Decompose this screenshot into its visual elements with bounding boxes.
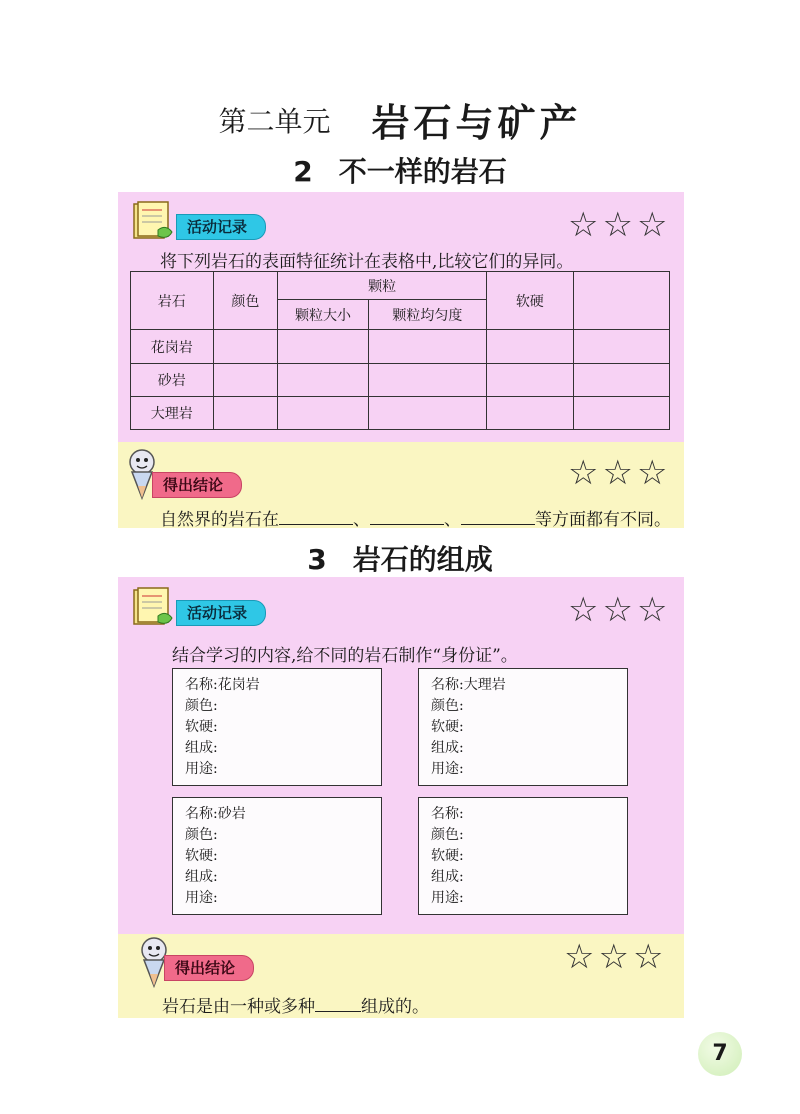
table-cell[interactable]	[368, 364, 486, 397]
conclusion-prefix: 自然界的岩石在	[160, 510, 279, 530]
card-composition: 组成:	[185, 740, 218, 756]
rock-features-table	[130, 271, 670, 430]
conclusion-prefix: 岩石是由一种或多种	[162, 997, 315, 1017]
answer-blank[interactable]	[461, 508, 535, 525]
card-name: 名称:	[431, 806, 464, 822]
separator: 、	[444, 510, 461, 530]
table-row	[131, 397, 670, 430]
unit-topic: 岩石与矿产	[371, 101, 582, 145]
table-header-grain: 颗粒	[278, 272, 487, 300]
lesson-3-title	[0, 538, 800, 578]
notebook-mascot-icon	[128, 200, 176, 242]
table-cell[interactable]	[278, 330, 369, 364]
table-cell[interactable]	[213, 397, 278, 430]
answer-blank[interactable]	[315, 995, 361, 1012]
unit-heading	[0, 92, 800, 147]
rating-stars[interactable]: ☆☆☆	[568, 590, 672, 630]
table-header-extra	[573, 272, 669, 330]
rock-id-card[interactable]	[172, 797, 382, 915]
lesson-3-instruction: 结合学习的内容,给不同的岩石制作“身份证”。	[172, 646, 518, 666]
table-row-label: 大理岩	[131, 397, 214, 430]
card-hardness: 软硬:	[185, 848, 218, 864]
answer-blank[interactable]	[279, 508, 353, 525]
lesson-2-title	[0, 150, 800, 190]
table-row-label: 花岗岩	[131, 330, 214, 364]
rating-stars[interactable]: ☆☆☆	[568, 205, 672, 245]
rating-stars[interactable]: ☆☆☆	[568, 453, 672, 493]
page-number: 7	[698, 1032, 742, 1076]
card-color: 颜色:	[185, 827, 218, 843]
table-cell[interactable]	[213, 364, 278, 397]
card-composition: 组成:	[185, 869, 218, 885]
card-color: 颜色:	[431, 698, 464, 714]
table-row-label: 砂岩	[131, 364, 214, 397]
conclusion-suffix: 组成的。	[361, 997, 429, 1017]
card-hardness: 软硬:	[185, 719, 218, 735]
table-cell[interactable]	[278, 364, 369, 397]
table-cell[interactable]	[573, 397, 669, 430]
card-color: 颜色:	[431, 827, 464, 843]
card-use: 用途:	[185, 890, 218, 906]
card-use: 用途:	[431, 890, 464, 906]
card-hardness: 软硬:	[431, 848, 464, 864]
lesson-2-instruction: 将下列岩石的表面特征统计在表格中,比较它们的异同。	[160, 252, 574, 272]
lesson-3-number: 3	[307, 543, 327, 576]
rock-id-card[interactable]	[172, 668, 382, 786]
lesson-3-conclusion-text	[162, 992, 429, 1017]
activity-record-tag: 活动记录	[176, 214, 266, 240]
table-cell[interactable]	[278, 397, 369, 430]
table-cell[interactable]	[573, 364, 669, 397]
rock-id-card[interactable]	[418, 797, 628, 915]
table-row	[131, 364, 670, 397]
table-row	[131, 330, 670, 364]
activity-record-tag: 活动记录	[176, 600, 266, 626]
card-composition: 组成:	[431, 869, 464, 885]
card-color: 颜色:	[185, 698, 218, 714]
table-header-rock: 岩石	[131, 272, 214, 330]
conclusion-tag: 得出结论	[152, 472, 242, 498]
table-cell[interactable]	[487, 330, 574, 364]
table-header-grain-uniformity: 颗粒均匀度	[368, 300, 486, 330]
table-cell[interactable]	[573, 330, 669, 364]
conclusion-tag: 得出结论	[164, 955, 254, 981]
card-name: 名称:大理岩	[431, 677, 506, 693]
lesson-2-conclusion-text	[160, 505, 671, 530]
lesson-2-number: 2	[293, 155, 313, 188]
answer-blank[interactable]	[370, 508, 444, 525]
unit-label: 第二单元	[218, 104, 331, 138]
table-cell[interactable]	[368, 397, 486, 430]
table-cell[interactable]	[487, 364, 574, 397]
lesson-3-title-text: 岩石的组成	[352, 543, 493, 576]
table-cell[interactable]	[368, 330, 486, 364]
lesson-2-title-text: 不一样的岩石	[338, 155, 507, 188]
card-name: 名称:花岗岩	[185, 677, 260, 693]
card-use: 用途:	[431, 761, 464, 777]
card-use: 用途:	[185, 761, 218, 777]
notebook-mascot-icon	[128, 586, 176, 628]
separator: 、	[353, 510, 370, 530]
rock-id-card[interactable]	[418, 668, 628, 786]
card-name: 名称:砂岩	[185, 806, 246, 822]
table-cell[interactable]	[487, 397, 574, 430]
table-cell[interactable]	[213, 330, 278, 364]
table-header-hardness: 软硬	[487, 272, 574, 330]
table-header-color: 颜色	[213, 272, 278, 330]
table-header-grain-size: 颗粒大小	[278, 300, 369, 330]
conclusion-suffix: 等方面都有不同。	[535, 510, 671, 530]
card-hardness: 软硬:	[431, 719, 464, 735]
rating-stars[interactable]: ☆☆☆	[564, 937, 668, 977]
card-composition: 组成:	[431, 740, 464, 756]
